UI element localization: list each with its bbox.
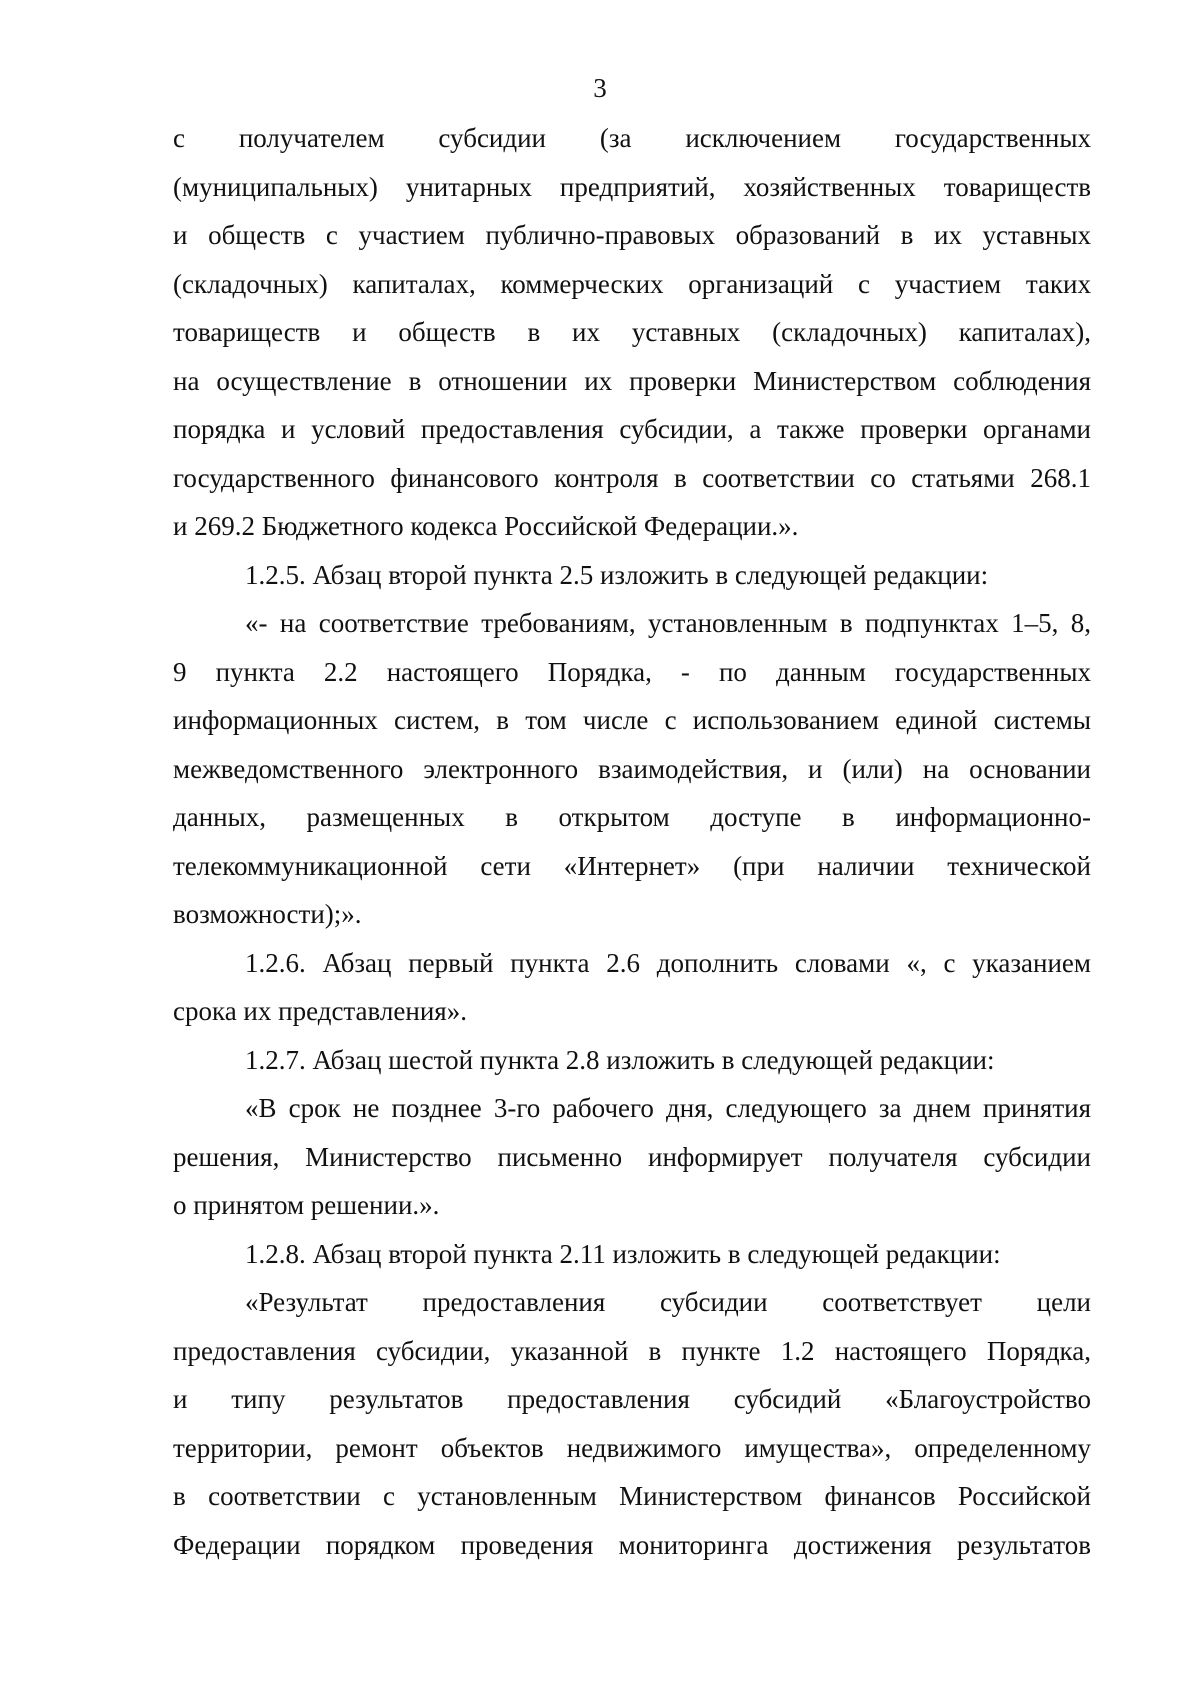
text-line: решения, Министерство письменно информирует получателя субсидии — [173, 1141, 1091, 1172]
text-line: «Результат предоставления субсидии соответствует цели — [245, 1287, 1091, 1317]
text-line: (складочных) капиталах, коммерческих организаций с участием таких — [173, 268, 1091, 299]
text-line: срока их представления». — [173, 996, 467, 1026]
text-line: о принятом решении.». — [173, 1190, 440, 1220]
page-number: 3 — [593, 73, 607, 103]
text-line: возможности);». — [173, 899, 362, 929]
document-body — [173, 114, 1091, 1569]
text-line: межведомственного электронного взаимодействия, и (или) на основании — [173, 753, 1091, 784]
text-line: информационных систем, в том числе с использованием единой системы — [173, 705, 1091, 735]
text-line: порядка и условий предоставления субсидии, а также проверки органами — [173, 414, 1091, 444]
text-line: товариществ и обществ в их уставных (складочных) капиталах), — [173, 317, 1091, 347]
text-line: с получателем субсидии (за исключением государственных — [173, 123, 1091, 153]
text-line: на осуществление в отношении их проверки Министерством соблюдения — [173, 365, 1091, 396]
text-line: «- на соответствие требованиям, установленным в подпунктах 1–5, 8, — [245, 608, 1091, 638]
text-line: и типу результатов предоставления субсидий «Благоустройство — [173, 1384, 1091, 1414]
text-line: данных, размещенных в открытом доступе в информационно- — [173, 802, 1091, 832]
text-line: (муниципальных) унитарных предприятий, хозяйственных товариществ — [173, 171, 1091, 202]
text-line: 1.2.8. Абзац второй пункта 2.11 изложить в следующей редакции: — [245, 1238, 1001, 1269]
text-line: 1.2.7. Абзац шестой пункта 2.8 изложить в следующей редакции: — [245, 1044, 995, 1075]
text-line: Федерации порядком проведения мониторинга достижения результатов — [173, 1529, 1091, 1560]
text-line: и обществ с участием публично-правовых образований в их уставных — [173, 220, 1091, 250]
text-line: территории, ремонт объектов недвижимого имущества», определенному — [173, 1432, 1091, 1463]
text-line: предоставления субсидии, указанной в пункте 1.2 настоящего Порядка, — [173, 1335, 1091, 1366]
text-line: 1.2.5. Абзац второй пункта 2.5 изложить в следующей редакции: — [245, 559, 989, 590]
text-line: 1.2.6. Абзац первый пункта 2.6 дополнить словами «, с указанием — [245, 947, 1091, 978]
text-line: и 269.2 Бюджетного кодекса Российской Федерации.». — [173, 511, 799, 541]
text-line: телекоммуникационной сети «Интернет» (при наличии технической — [173, 850, 1091, 881]
text-line: 9 пункта 2.2 настоящего Порядка, - по данным государственных — [173, 656, 1091, 687]
text-line: «В срок не позднее 3-го рабочего дня, следующего за днем принятия — [245, 1093, 1091, 1123]
text-line: государственного финансового контроля в соответствии со статьями 268.1 — [173, 462, 1091, 493]
text-line: в соответствии с установленным Министерством финансов Российской — [173, 1481, 1091, 1511]
